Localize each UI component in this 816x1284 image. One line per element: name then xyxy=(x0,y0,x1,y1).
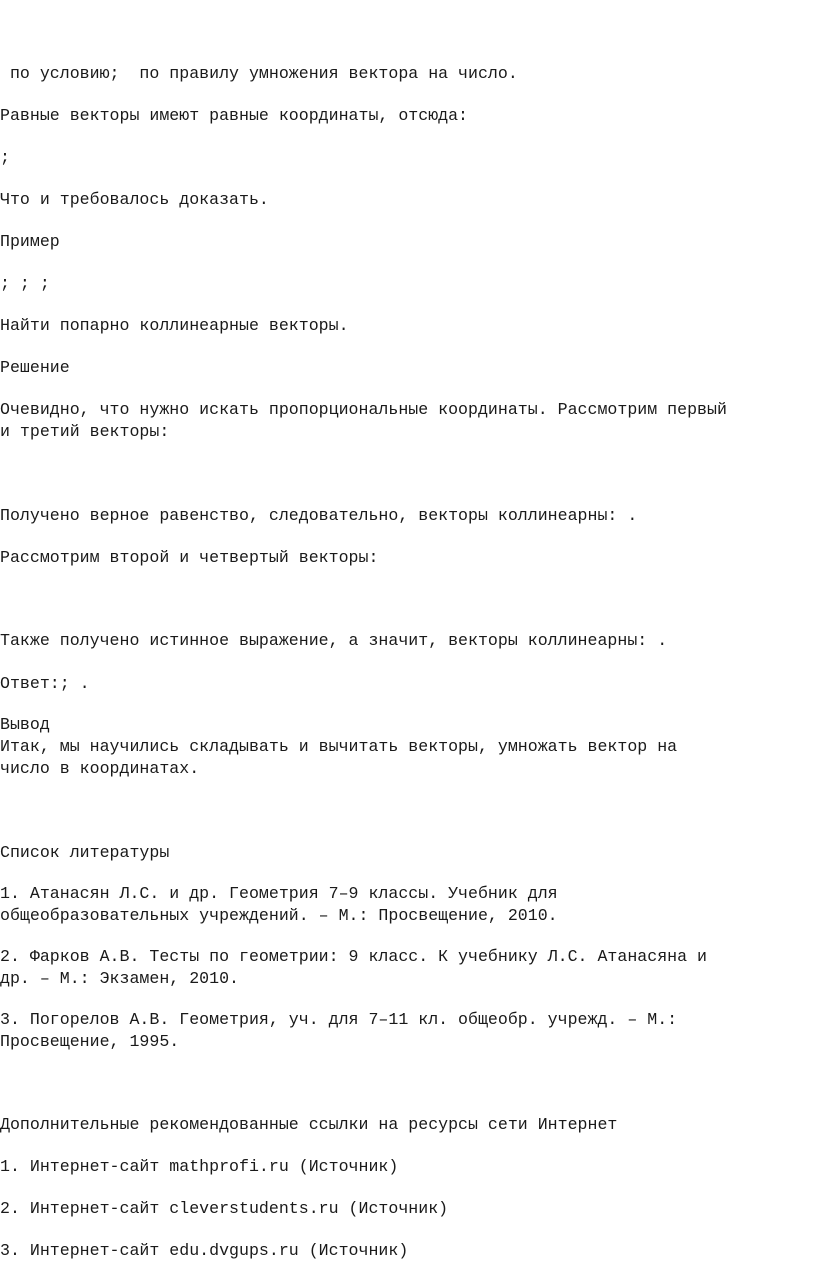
heading-example: Пример xyxy=(0,232,60,251)
link-item-3: 3. Интернет-сайт edu.dvgups.ru (Источник) xyxy=(0,1241,409,1260)
link-item-2: 2. Интернет-сайт cleverstudents.ru (Источник) xyxy=(0,1199,449,1218)
text-line-conclusion-2: число в координатах. xyxy=(0,759,200,778)
heading-solution: Решение xyxy=(0,358,70,377)
text-line-formula-placeholder: ; xyxy=(0,148,10,167)
text-line-task: Найти попарно коллинеарные векторы. xyxy=(0,316,349,335)
literature-item-1-line-2: общеобразовательных учреждений. – М.: Просвещение, 2010. xyxy=(0,906,558,925)
text-line-collinear-2: Также получено истинное выражение, а значит, векторы коллинеарны: . xyxy=(0,631,668,650)
text-line-collinear-1: Получено верное равенство, следовательно, векторы коллинеарны: . xyxy=(0,506,638,525)
link-item-1: 1. Интернет-сайт mathprofi.ru (Источник) xyxy=(0,1157,399,1176)
text-line-second-fourth: Рассмотрим второй и четвертый векторы: xyxy=(0,548,379,567)
text-line-vector-condition: по условию; по правилу умножения вектора на число. xyxy=(0,64,518,83)
heading-conclusion: Вывод xyxy=(0,715,50,734)
literature-item-3-line-1: 3. Погорелов А.В. Геометрия, уч. для 7–11 кл. общеобр. учрежд. – М.: xyxy=(0,1010,678,1029)
text-line-proved: Что и требовалось доказать. xyxy=(0,190,269,209)
literature-item-2-line-1: 2. Фарков А.В. Тесты по геометрии: 9 класс. К учебнику Л.С. Атанасяна и xyxy=(0,947,708,966)
heading-internet-links: Дополнительные рекомендованные ссылки на ресурсы сети Интернет xyxy=(0,1115,618,1134)
literature-item-2-line-2: др. – М.: Экзамен, 2010. xyxy=(0,969,239,988)
heading-literature: Список литературы xyxy=(0,843,170,862)
literature-item-3-line-2: Просвещение, 1995. xyxy=(0,1032,180,1051)
text-line-equal-vectors: Равные векторы имеют равные координаты, отсюда: xyxy=(0,106,469,125)
text-line-vectors-list: ; ; ; xyxy=(0,274,50,293)
text-line-conclusion-1: Итак, мы научились складывать и вычитать векторы, умножать вектор на xyxy=(0,737,678,756)
literature-item-1-line-1: 1. Атанасян Л.С. и др. Геометрия 7–9 классы. Учебник для xyxy=(0,884,558,903)
text-line-answer: Ответ:; . xyxy=(0,674,90,693)
text-line-solution-2: и третий векторы: xyxy=(0,422,170,441)
text-line-solution-1: Очевидно, что нужно искать пропорциональные координаты. Рассмотрим первый xyxy=(0,400,727,419)
